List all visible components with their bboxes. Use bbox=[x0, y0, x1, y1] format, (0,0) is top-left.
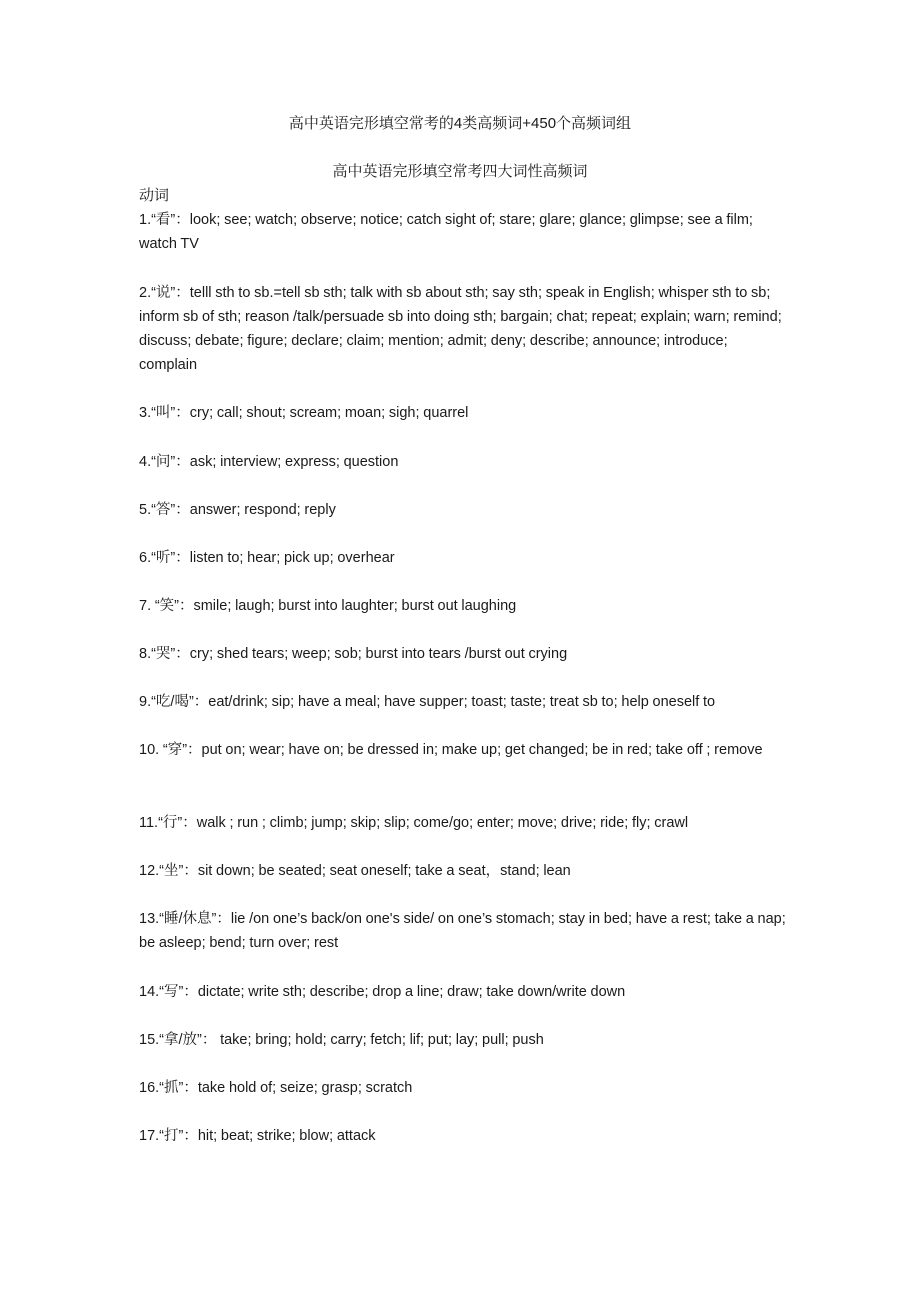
entry-answer: 5.“答”：answer; respond; reply bbox=[139, 502, 336, 518]
entry-look: 1.“看”：look; see; watch; observe; notice; catch sight of; stare; glare; glance; glimpse; see a film; watch TV bbox=[139, 212, 753, 252]
section-heading-verbs: 动词 bbox=[139, 187, 170, 204]
document-subtitle: 高中英语完形填空常考四大词性高频词 bbox=[332, 163, 588, 180]
entry-sleep-rest: 13.“睡/休息”：lie /on one’s back/on one's side/ on one’s stomach; stay in bed; have a rest; take a nap; be asleep; bend; turn over; rest bbox=[139, 911, 786, 951]
entry-cry: 8.“哭”：cry; shed tears; weep; sob; burst into tears /burst out crying bbox=[139, 646, 568, 662]
entry-wear: 10. “穿”：put on; wear; have on; be dressed in; make up; get changed; be in red; take off ; remove bbox=[139, 742, 763, 758]
entry-eat-drink: 9.“吃/喝”：eat/drink; sip; have a meal; have supper; toast; taste; treat sb to; help oneself to bbox=[139, 694, 716, 710]
entry-ask: 4.“问”：ask; interview; express; question bbox=[139, 454, 399, 470]
entry-smile: 7. “笑”：smile; laugh; burst into laughter; burst out laughing bbox=[139, 598, 517, 614]
entry-shout: 3.“叫”：cry; call; shout; scream; moan; sigh; quarrel bbox=[139, 405, 469, 421]
entry-sit: 12.“坐”：sit down; be seated; seat oneself; take a seat，stand; lean bbox=[139, 863, 571, 879]
entry-hit: 17.“打”：hit; beat; strike; blow; attack bbox=[139, 1128, 376, 1144]
entry-listen: 6.“听”：listen to; hear; pick up; overhear bbox=[139, 550, 395, 566]
entry-take-put: 15.“拿/放”： take; bring; hold; carry; fetch; lif; put; lay; pull; push bbox=[139, 1032, 544, 1048]
entry-grab: 16.“抓”：take hold of; seize; grasp; scratch bbox=[139, 1080, 413, 1096]
entry-say: 2.“说”：telll sth to sb.=tell sb sth; talk with sb about sth; say sth; speak in English; whisper sth to sb; inform sb of sth; reason /talk/persuade sb into doing sth; bargain; chat; repeat; explain; warn; remind; discuss; debate; figure; declare; claim; mention; admit; deny; describe; announce; introduce; complain bbox=[139, 285, 782, 373]
entry-write: 14.“写”：dictate; write sth; describe; drop a line; draw; take down/write down bbox=[139, 984, 626, 1000]
entry-walk: 11.“行”：walk ; run ; climb; jump; skip; slip; come/go; enter; move; drive; ride; fly; crawl bbox=[139, 815, 689, 831]
document-title: 高中英语完形填空常考的4类高频词+450个高频词组 bbox=[288, 115, 632, 132]
